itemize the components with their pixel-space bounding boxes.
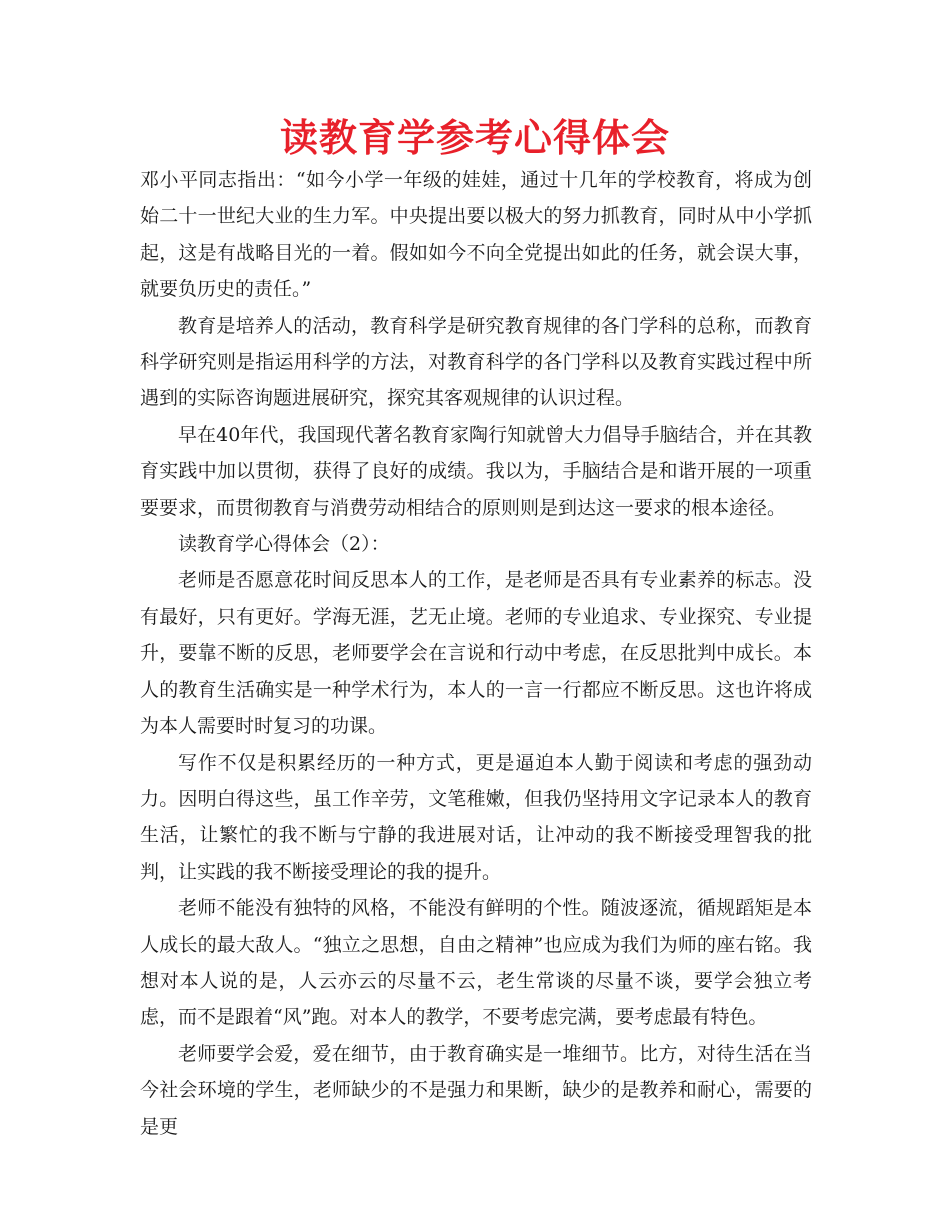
section-heading-2: 读教育学心得体会（2）：: [178, 533, 390, 556]
document-body: [140, 162, 812, 1145]
paragraph-7: 老师不能没有独特的风格，不能没有鲜明的个性。随波逐流，循规蹈矩是本人成长的最大敌人。“独立之思想，自由之精神”也应成为我们为师的座右铭。我想对本人说的是，人云亦云的尽量不云，老生常谈的尽量不谈，要学会独立考虑，而不是跟着“风”跑。对本人的教学，不要考虑完满，要考虑最有特色。: [140, 897, 812, 1029]
paragraph-2: 教育是培养人的活动，教育科学是研究教育规律的各门学科的总称，而教育科学研究则是指运用科学的方法，对教育科学的各门学科以及教育实践过程中所遇到的实际咨询题进展研究，探究其客观规律的认识过程。: [140, 314, 812, 410]
paragraph-1: 邓小平同志指出：“如今小学一年级的娃娃，通过十几年的学校教育，将成为创始二十一世纪大业的生力军。中央提出要以极大的努力抓教育，同时从中小学抓起，这是有战略目光的一着。假如如今不向全党提出如此的任务，就会误大事，就要负历史的责任。”: [140, 169, 812, 301]
paragraph-8: 老师要学会爱，爱在细节，由于教育确实是一堆细节。比方，对待生活在当今社会环境的学生，老师缺少的不是强力和果断，缺少的是教养和耐心，需要的是更: [140, 1042, 812, 1138]
paragraph-5: 老师是否愿意花时间反思本人的工作，是老师是否具有专业素养的标志。没有最好，只有更好。学海无涯，艺无止境。老师的专业追求、专业探究、专业提升，要靠不断的反思，老师要学会在言说和行动中考虑，在反思批判中成长。本人的教育生活确实是一种学术行为，本人的一言一行都应不断反思。这也许将成为本人需要时时复习的功课。: [140, 569, 812, 738]
paragraph-3: 早在40年代，我国现代著名教育家陶行知就曾大力倡导手脑结合，并在其教育实践中加以贯彻，获得了良好的成绩。我以为，手脑结合是和谐开展的一项重要要求，而贯彻教育与消费劳动相结合的原则则是到达这一要求的根本途径。: [140, 423, 812, 519]
paragraph-6: 写作不仅是积累经历的一种方式，更是逼迫本人勤于阅读和考虑的强劲动力。因明白得这些，虽工作辛劳，文笔稚嫩，但我仍坚持用文字记录本人的教育生活，让繁忙的我不断与宁静的我进展对话，让冲动的我不断接受理智我的批判，让实践的我不断接受理论的我的提升。: [140, 751, 812, 883]
document-title: 读教育学参考心得体会: [279, 116, 670, 160]
